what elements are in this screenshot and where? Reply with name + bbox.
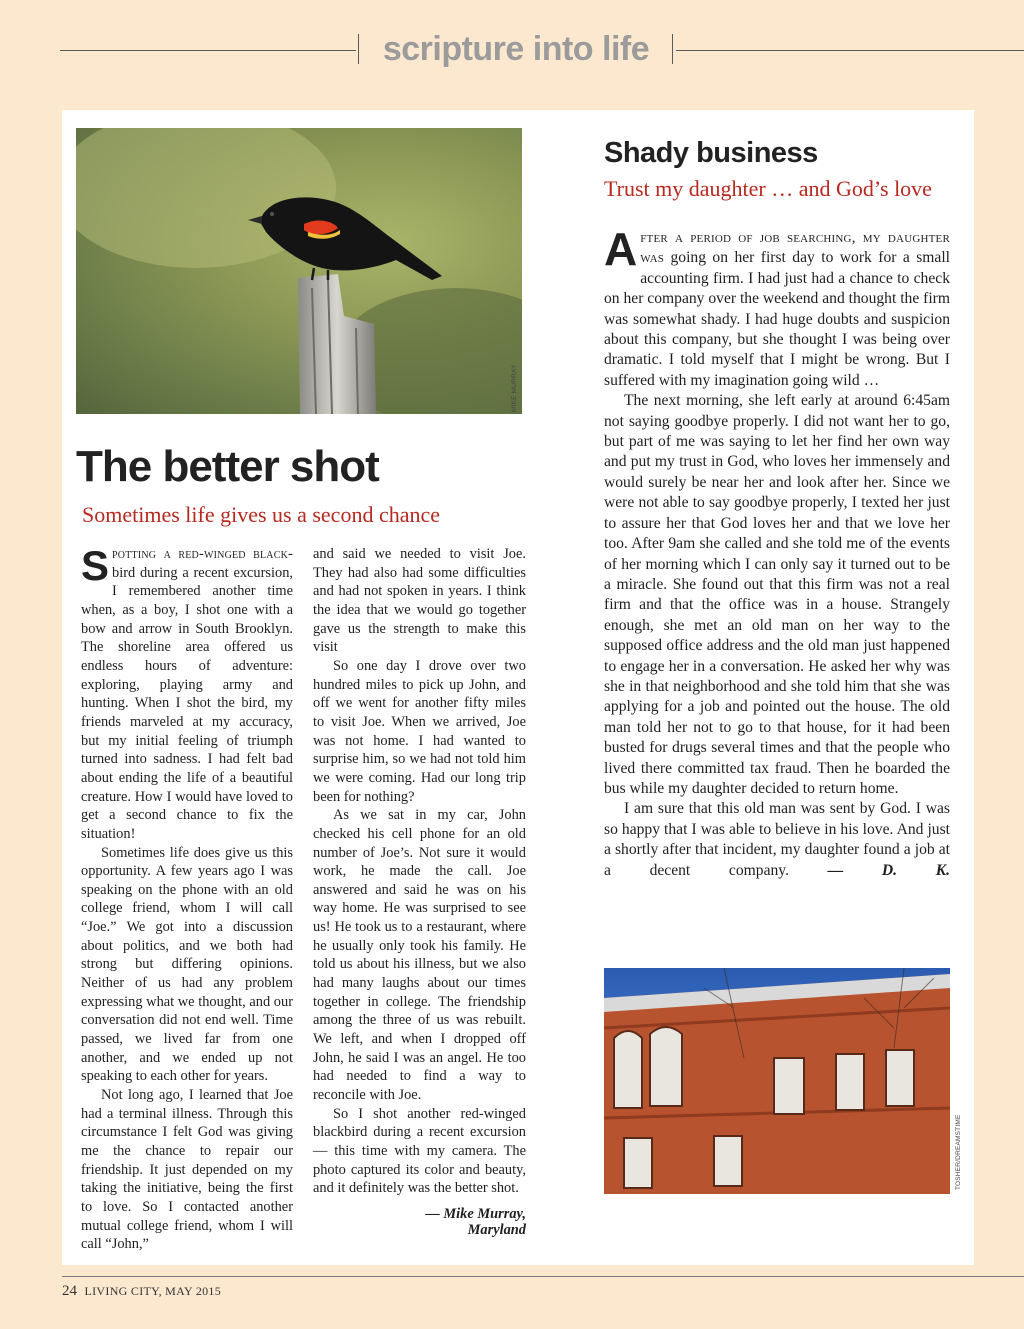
section-title: scripture into life [382,30,650,68]
article1-column-1 [81,542,293,1254]
signature-location: Maryland [467,1221,526,1238]
article2-lead-smallcaps: fter a period of job searching, my daughter was [640,230,950,267]
article1-subhead: Sometimes life gives us a second chance [82,502,441,527]
footer-text [62,1283,221,1300]
article2-lead-text: going on her first day to work for a small accounting firm. I had just had a chance to check on her company over the weekend and thought the firm was somewhat shady. I had huge doubts and suspicion about this company, but she thought I was being over dramatic. I told myself that I might be wrong. But I suffered with my imagination going wild … [604,249,950,389]
article2-lead-paragraph [604,223,950,391]
article1-paragraph: Sometimes life does give us this opportunity. A few years ago I was speaking on the phone with an old college friend, whom I will call “Joe.” We got into a discussion about politics, and we both had strong but differing opinions. Neither of us had any problem expressing what we thought, and our conversation did not end well. Time passed, we lived far from one another, and we ended up not speaking to each other for years. [81,844,293,1085]
article1-paragraph: Not long ago, I learned that Joe had a terminal illness. Through this circumstance I felt God was giving me the chance to repair our friendship. It just depended on my taking the initiative, being the first to love. So I contacted another mutual college friend, whom I will call “John,” [81,1087,293,1253]
article1-paragraph-continued: and said we needed to visit Joe. They had also had some difficulties and had not spoken in years. I think the idea that we would go together gave us the strength to make this visit [313,546,526,656]
blackbird-illustration [76,128,522,414]
article1-signature [313,1206,526,1238]
page-number: 24 [62,1283,77,1299]
article1-dropcap: S [81,542,110,589]
bird-photo-credit: MIKE MURRAY [511,364,518,412]
brick-house-illustration [604,968,950,1194]
article1-column-2 [313,545,526,1238]
brick-house-photo [604,968,950,1194]
article1-headline: The better shot [76,442,379,491]
article2-final-text: I am sure that this old man was sent by God. I was so happy that I was able to believe in his love. And just a shortly after that incident, my daughter found a job at a decent company. [604,800,950,879]
header-rule-right [676,50,1024,51]
article2-paragraph: The next morning, she left early at around 6:45am not saying goodbye properly. I did not want her to go, but part of me was saying to let her find her own way and put my trust in God, who loves her immensely and would surely be near her and look after her. Since we were not able to say goodbye properly, I texted her just to assure her that God loves her and that we love her too. After 9am she called and she told me of the events of her morning which I can only say it turned out to be a miracle. She found out that this firm was not a real firm and that the office was in a house. Strangely enough, she met an old man on her way to the supposed office address and the old man just happened to engage her in a conversation. He asked her why was she in that neighborhood and she told him that she was applying for a job and pointed out the house. The old man told her not to go to that house, for it had been busted for drugs several times and that the people who lived there committed tax fraud. Then he boarded the bus while my daughter decided to return home. [604,392,950,797]
signature-name: — Mike Murray, [425,1205,526,1222]
article2-signature: — D. K. [827,861,950,879]
article1-lead-paragraph [81,542,293,844]
article1-paragraph: As we sat in my car, John checked his cell phone for an old number of Joe’s. Not sure it would work, he made the call. Joe answered and said he was on his way home. He was surprised to see us! He took us to a restaurant, where he usually only took his family. He told us about his illness, but we also had many laughs about our times together in college. The friendship among the three of us was rebuilt. We left, and when I dropped off John, he said I was an angel. He too had needed to find a way to reconcile with Joe. [313,807,526,1104]
article2-paragraph [604,799,950,881]
article2-headline: Shady business [604,137,818,169]
house-photo-credit: TOSHER/DREAMSTIME [955,1114,962,1190]
article2-subhead: Trust my daughter … and God’s love [604,176,932,201]
header-tick-left [358,34,359,64]
article1-paragraph: So I shot another red-winged blackbird during a recent excursion— this time with my camera. The photo captured its color and beauty, and it definitely was the better shot. [313,1105,526,1197]
blackbird-photo [76,128,522,414]
page-footer [62,1276,1024,1299]
article2-dropcap: A [604,223,638,275]
publication-info: LIVING CITY, MAY 2015 [84,1284,222,1298]
section-header [60,28,1024,72]
article2-column [604,223,950,881]
article1-lead-smallcaps: potting a red-winged black- [112,546,293,562]
header-rule-left [60,50,356,51]
article1-paragraph: So one day I drove over two hundred miles to pick up John, and off we went for another fifty miles to visit Joe. When we arrived, Joe was not home. I had wanted to surprise him, so we had not told him we were coming. Had our long trip been for nothing? [313,657,526,805]
header-tick-right [672,34,673,64]
article1-lead-text: bird during a recent excursion, I remembered another time when, as a boy, I shot one with a bow and arrow in South Brooklyn. The shoreline area offered us endless hours of adventure: exploring, playing army and hunting. When I shot the bird, my friends marveled at my accuracy, but my initial feeling of triumph turned into sadness. I had felt bad about ending the life of a beautiful creature. How I would have loved to get a second chance to fix the situation! [81,564,293,842]
